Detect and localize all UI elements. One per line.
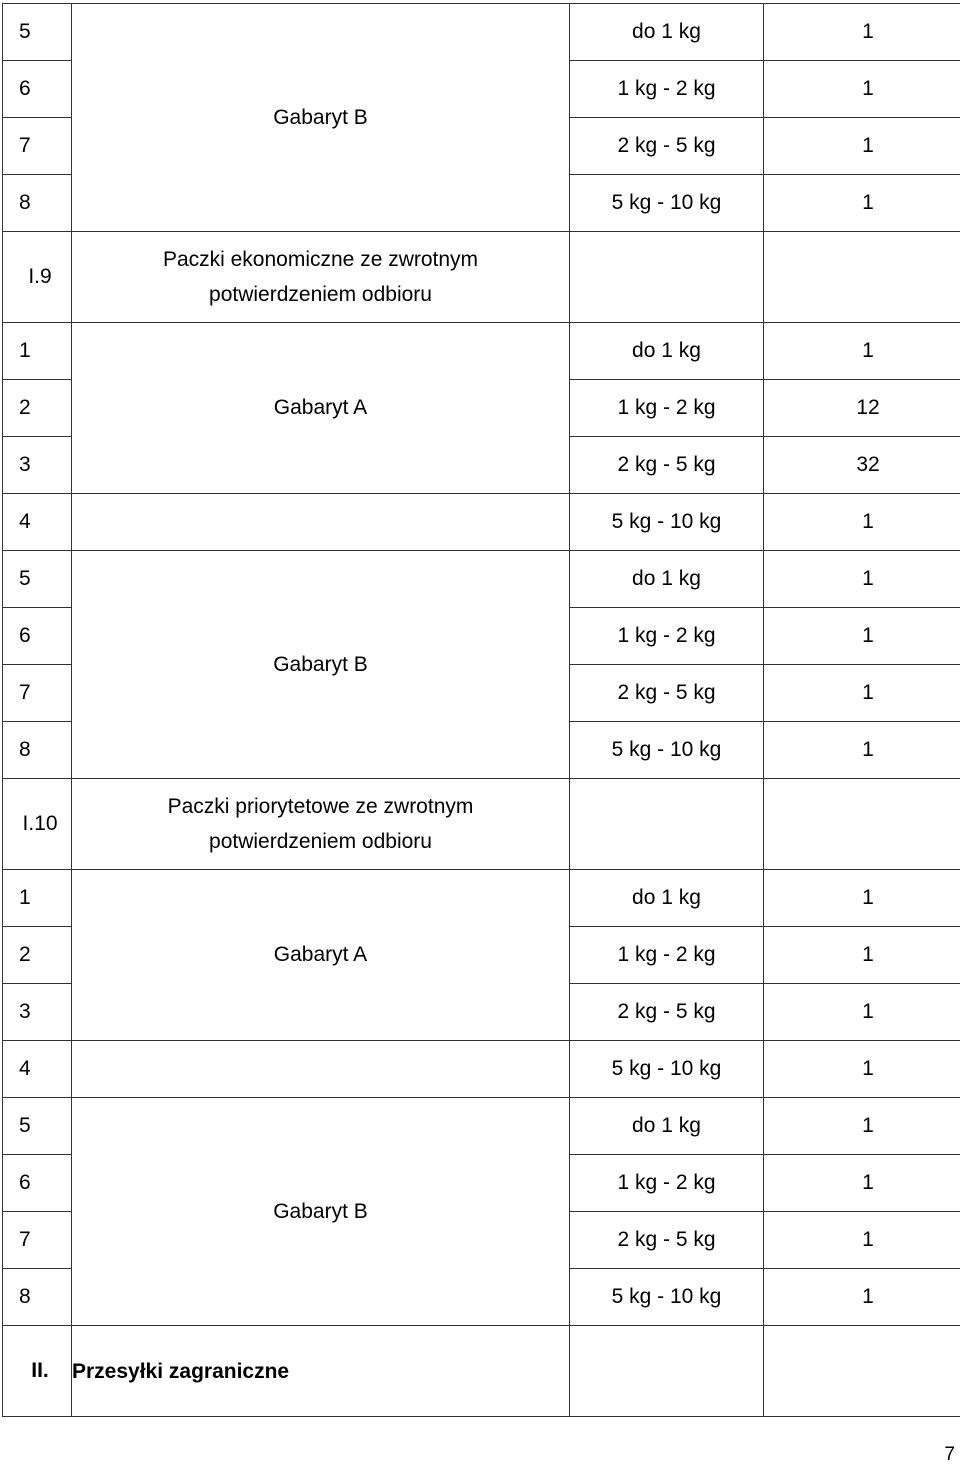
size-class-cell bbox=[72, 494, 570, 551]
table-row bbox=[3, 494, 960, 551]
weight-range-cell bbox=[570, 232, 764, 323]
section-header-row bbox=[3, 232, 960, 323]
size-class-cell: Gabaryt B bbox=[72, 1098, 570, 1326]
quantity-cell: 1 bbox=[764, 4, 960, 61]
row-number-cell: 1 bbox=[3, 870, 72, 927]
row-number-cell: 7 bbox=[3, 118, 72, 175]
table-row bbox=[3, 870, 960, 927]
row-number-cell: 7 bbox=[3, 1212, 72, 1269]
quantity-cell: 1 bbox=[764, 1212, 960, 1269]
weight-range-cell: 5 kg - 10 kg bbox=[570, 494, 764, 551]
quantity-cell: 1 bbox=[764, 722, 960, 779]
weight-range-cell bbox=[570, 779, 764, 870]
size-class-cell: Gabaryt A bbox=[72, 870, 570, 1041]
weight-range-cell: 1 kg - 2 kg bbox=[570, 380, 764, 437]
quantity-cell bbox=[764, 779, 960, 870]
row-number-cell: 4 bbox=[3, 494, 72, 551]
quantity-cell: 1 bbox=[764, 551, 960, 608]
quantity-cell: 1 bbox=[764, 608, 960, 665]
weight-range-cell: 2 kg - 5 kg bbox=[570, 437, 764, 494]
weight-range-cell: do 1 kg bbox=[570, 1098, 764, 1155]
quantity-cell bbox=[764, 1326, 960, 1417]
row-number-cell: I.9 bbox=[3, 232, 72, 323]
quantity-cell: 1 bbox=[764, 118, 960, 175]
weight-range-cell: 2 kg - 5 kg bbox=[570, 984, 764, 1041]
size-class-cell: Gabaryt A bbox=[72, 323, 570, 494]
weight-range-cell: 1 kg - 2 kg bbox=[570, 927, 764, 984]
weight-range-cell: 2 kg - 5 kg bbox=[570, 665, 764, 722]
page-number: 7 bbox=[944, 1444, 955, 1465]
weight-range-cell: 5 kg - 10 kg bbox=[570, 175, 764, 232]
quantity-cell: 1 bbox=[764, 61, 960, 118]
quantity-cell: 12 bbox=[764, 380, 960, 437]
section-title-cell: Paczki ekonomiczne ze zwrotnym potwierdzeniem odbioru bbox=[72, 232, 570, 323]
size-class-cell: Gabaryt B bbox=[72, 551, 570, 779]
weight-range-cell: 2 kg - 5 kg bbox=[570, 118, 764, 175]
quantity-cell bbox=[764, 232, 960, 323]
row-number-cell: 1 bbox=[3, 323, 72, 380]
weight-range-cell: do 1 kg bbox=[570, 323, 764, 380]
row-number-cell: II. bbox=[3, 1326, 72, 1417]
row-number-cell: 8 bbox=[3, 1269, 72, 1326]
row-number-cell: 6 bbox=[3, 1155, 72, 1212]
section-title-cell: Przesyłki zagraniczne bbox=[72, 1326, 570, 1417]
quantity-cell: 1 bbox=[764, 494, 960, 551]
weight-range-cell: do 1 kg bbox=[570, 870, 764, 927]
weight-range-cell bbox=[570, 1326, 764, 1417]
row-number-cell: 4 bbox=[3, 1041, 72, 1098]
quantity-cell: 1 bbox=[764, 927, 960, 984]
weight-range-cell: do 1 kg bbox=[570, 4, 764, 61]
quantity-cell: 1 bbox=[764, 1269, 960, 1326]
weight-range-cell: 5 kg - 10 kg bbox=[570, 1269, 764, 1326]
quantity-cell: 1 bbox=[764, 665, 960, 722]
table-row bbox=[3, 4, 960, 61]
quantity-cell: 1 bbox=[764, 1155, 960, 1212]
row-number-cell: 3 bbox=[3, 984, 72, 1041]
row-number-cell: 8 bbox=[3, 722, 72, 779]
shipment-table-body bbox=[3, 4, 960, 1417]
row-number-cell: 8 bbox=[3, 175, 72, 232]
table-row bbox=[3, 1041, 960, 1098]
size-class-cell: Gabaryt B bbox=[72, 4, 570, 232]
row-number-cell: 7 bbox=[3, 665, 72, 722]
row-number-cell: 6 bbox=[3, 61, 72, 118]
weight-range-cell: 1 kg - 2 kg bbox=[570, 1155, 764, 1212]
section-header-row bbox=[3, 779, 960, 870]
shipment-table bbox=[2, 3, 960, 1417]
weight-range-cell: 5 kg - 10 kg bbox=[570, 722, 764, 779]
quantity-cell: 32 bbox=[764, 437, 960, 494]
weight-range-cell: do 1 kg bbox=[570, 551, 764, 608]
quantity-cell: 1 bbox=[764, 323, 960, 380]
row-number-cell: 2 bbox=[3, 380, 72, 437]
row-number-cell: 5 bbox=[3, 1098, 72, 1155]
row-number-cell: I.10 bbox=[3, 779, 72, 870]
section-title-cell: Paczki priorytetowe ze zwrotnym potwierdzeniem odbioru bbox=[72, 779, 570, 870]
row-number-cell: 5 bbox=[3, 4, 72, 61]
row-number-cell: 2 bbox=[3, 927, 72, 984]
weight-range-cell: 2 kg - 5 kg bbox=[570, 1212, 764, 1269]
section-header-row bbox=[3, 1326, 960, 1417]
size-class-cell bbox=[72, 1041, 570, 1098]
quantity-cell: 1 bbox=[764, 984, 960, 1041]
weight-range-cell: 1 kg - 2 kg bbox=[570, 608, 764, 665]
table-row bbox=[3, 1098, 960, 1155]
quantity-cell: 1 bbox=[764, 870, 960, 927]
row-number-cell: 6 bbox=[3, 608, 72, 665]
quantity-cell: 1 bbox=[764, 175, 960, 232]
weight-range-cell: 1 kg - 2 kg bbox=[570, 61, 764, 118]
row-number-cell: 5 bbox=[3, 551, 72, 608]
table-row bbox=[3, 323, 960, 380]
quantity-cell: 1 bbox=[764, 1041, 960, 1098]
weight-range-cell: 5 kg - 10 kg bbox=[570, 1041, 764, 1098]
row-number-cell: 3 bbox=[3, 437, 72, 494]
table-row bbox=[3, 551, 960, 608]
quantity-cell: 1 bbox=[764, 1098, 960, 1155]
